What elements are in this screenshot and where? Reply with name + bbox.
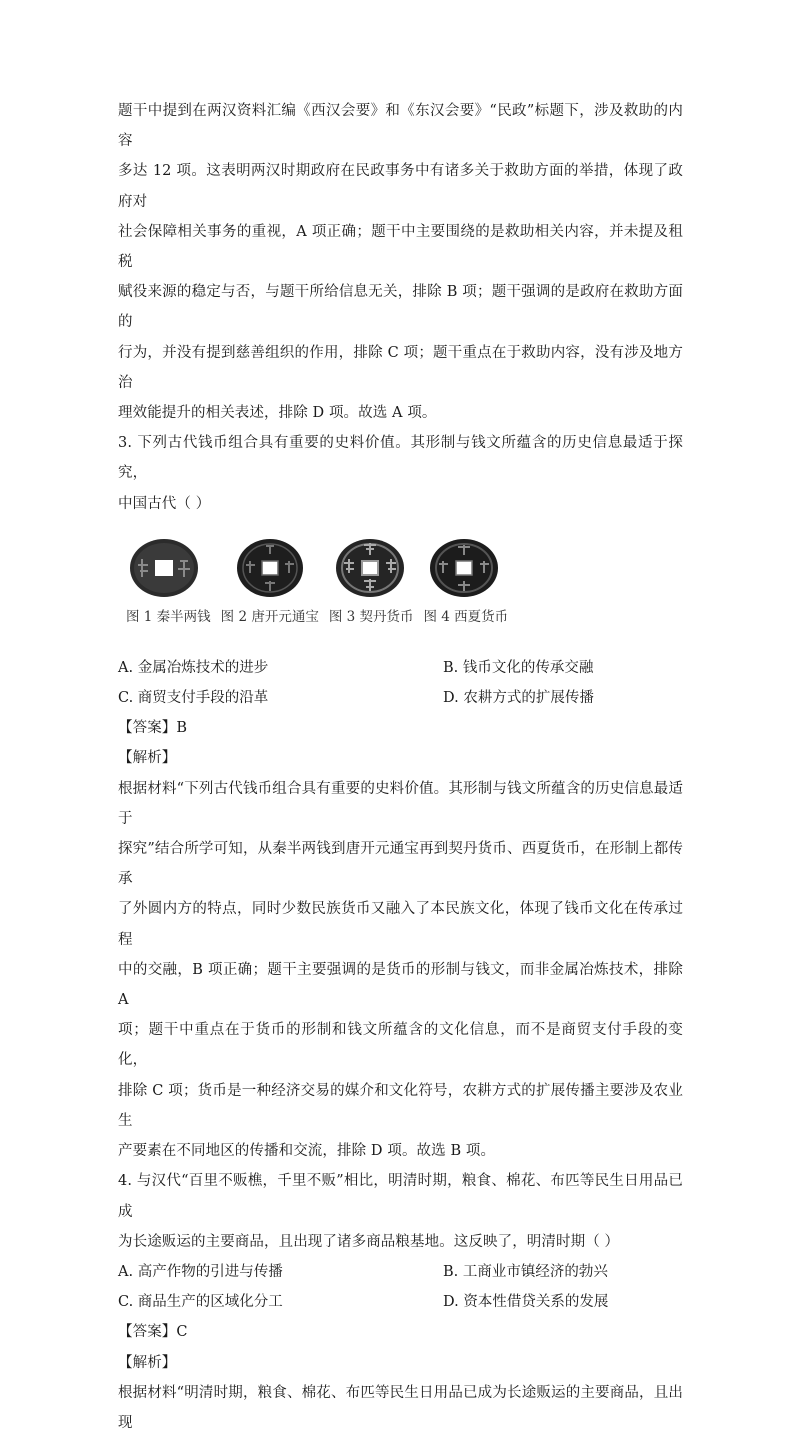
question-stem-line: 中国古代（ ）: [118, 495, 211, 512]
text-line: 行为，并没有提到慈善组织的作用，排除 C 项；题干重点在于救助内容，没有涉及地方治: [118, 344, 683, 391]
option-c: C. 商品生产的区域化分工: [118, 1294, 283, 1311]
q3-answer: 【答案】B: [118, 720, 188, 737]
text-line: 根据材料“明清时期，粮食、棉花、布匹等民生日用品已成为长途贩运的主要商品，且出现: [118, 1384, 683, 1431]
coin-figure: [118, 523, 683, 653]
figure-caption-4: 图 4 西夏货币: [423, 608, 509, 625]
text-line: 中的交融，B 项正确；题干主要强调的是货币的形制与钱文，而非金属冶炼技术，排除 A: [118, 961, 683, 1009]
q4-analysis-heading: 【解析】: [118, 1354, 177, 1371]
coin-image-tang-kaiyuan: [234, 537, 306, 599]
q3-analysis-heading: 【解析】: [118, 750, 177, 767]
option-d: D. 资本性借贷关系的发展: [443, 1294, 609, 1311]
text-line: 理效能提升的相关表述，排除 D 项。故选 A 项。: [118, 405, 437, 422]
figure-captions: [126, 605, 508, 625]
coin-image-western-xia: [428, 537, 500, 599]
q2-analysis: [118, 96, 683, 428]
text-line: 了外圆内方的特点，同时少数民族货币又融入了本民族文化，体现了钱币文化在传承过程: [118, 901, 683, 948]
option-d: D. 农耕方式的扩展传播: [443, 690, 594, 707]
document-page: [118, 96, 683, 1438]
coin-image-khitan: [334, 537, 406, 599]
question-stem-line: 4. 与汉代“百里不贩樵，千里不贩”相比，明清时期，粮食、棉花、布匹等民生日用品已成: [118, 1173, 683, 1220]
question-4: [118, 1166, 683, 1438]
text-line: 探究”结合所学可知，从秦半两钱到唐开元通宝再到契丹货币、西夏货币，在形制上都传承: [118, 841, 683, 888]
figure-caption-1: 图 1 秦半两钱: [126, 608, 211, 625]
text-line: 根据材料“下列古代钱币组合具有重要的史料价值。其形制与钱文所蕴含的历史信息最适于: [118, 780, 683, 827]
coin-image-qin-banliang: [128, 537, 200, 599]
question-stem-line: 3. 下列古代钱币组合具有重要的史料价值。其形制与钱文所蕴含的历史信息最适于探究，: [118, 435, 683, 482]
q3-options: [118, 653, 683, 713]
option-a: A. 高产作物的引进与传播: [118, 1263, 283, 1280]
option-b: B. 工商业市镇经济的勃兴: [443, 1263, 608, 1280]
text-line: 赋役来源的稳定与否，与题干所给信息无关，排除 B 项；题干强调的是政府在救助方面的: [118, 284, 683, 331]
text-line: 多达 12 项。这表明两汉时期政府在民政事务中有诸多关于救助方面的举措，体现了政府对: [118, 163, 683, 210]
text-line: 题干中提到在两汉资料汇编《西汉会要》和《东汉会要》“民政”标题下，涉及救助的内容: [118, 103, 683, 150]
text-line: 社会保障相关事务的重视，A 项正确；题干中主要围绕的是救助相关内容，并未提及租税: [118, 223, 683, 271]
figure-caption-3: 图 3 契丹货币: [328, 608, 414, 625]
text-line: 项；题干中重点在于货币的形制和钱文所蕴含的文化信息，而不是商贸支付手段的变化，: [118, 1022, 683, 1069]
text-line: 产要素在不同地区的传播和交流，排除 D 项。故选 B 项。: [118, 1143, 496, 1160]
q4-options: [118, 1257, 683, 1317]
q4-answer: 【答案】C: [118, 1324, 188, 1341]
text-line: 排除 C 项；货币是一种经济交易的媒介和文化符号，农耕方式的扩展传播主要涉及农业生: [118, 1082, 683, 1129]
question-stem-line: 为长途贩运的主要商品，且出现了诸多商品粮基地。这反映了，明清时期（ ）: [118, 1233, 620, 1250]
option-b: B. 钱币文化的传承交融: [443, 659, 594, 676]
option-a: A. 金属冶炼技术的进步: [118, 659, 269, 676]
figure-caption-2: 图 2 唐开元通宝: [220, 608, 319, 625]
question-3: [118, 428, 683, 1166]
option-c: C. 商贸支付手段的沿革: [118, 690, 269, 707]
